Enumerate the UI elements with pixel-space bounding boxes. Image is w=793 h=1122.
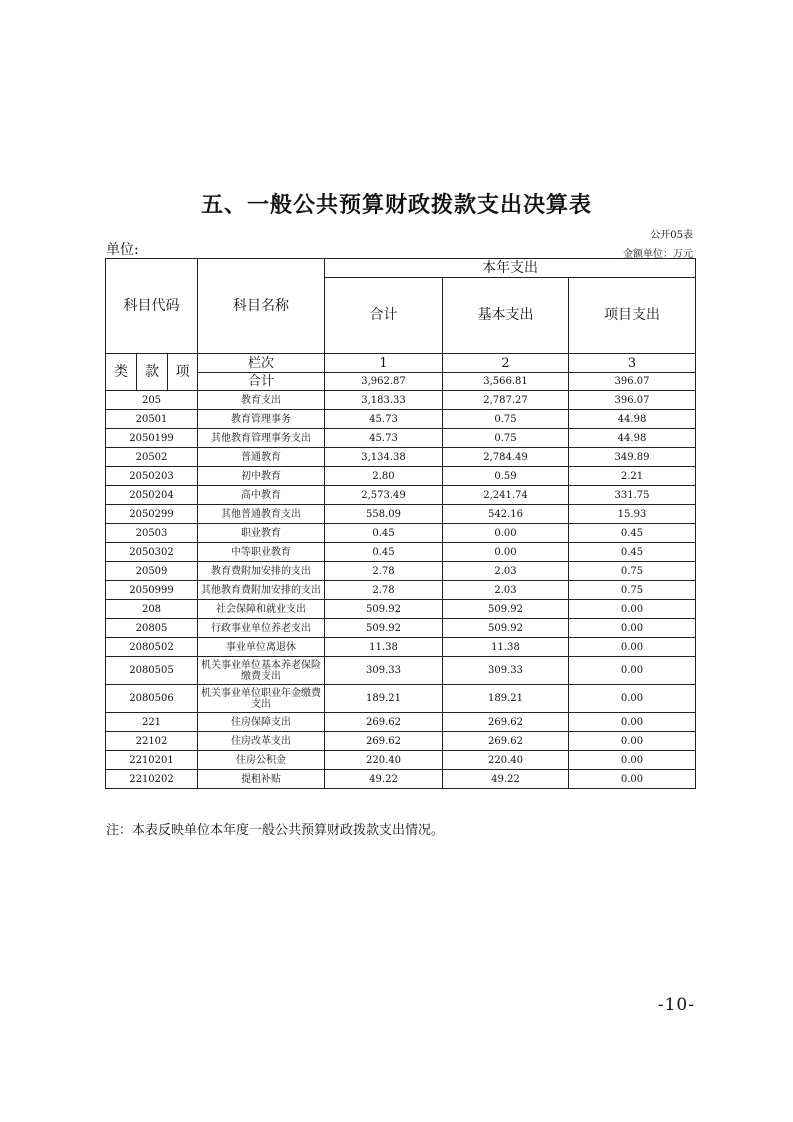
form-number: 公开05表 [650, 230, 693, 241]
row-basic: 2,787.27 [443, 391, 569, 410]
row-name: 住房公积金 [198, 751, 325, 770]
row-basic: 11.38 [443, 638, 569, 657]
row-name: 职业教育 [198, 524, 325, 543]
row-total: 2.80 [325, 467, 443, 486]
row-project: 15.93 [569, 505, 696, 524]
row-basic: 0.00 [443, 524, 569, 543]
table-row [106, 770, 696, 789]
row-project: 44.98 [569, 429, 696, 448]
row-code: 2050203 [106, 467, 198, 486]
row-total: 509.92 [325, 600, 443, 619]
row-project: 0.00 [569, 657, 696, 685]
header-lanci: 栏次 [198, 354, 325, 373]
row-code: 2210202 [106, 770, 198, 789]
row-code: 208 [106, 600, 198, 619]
expenditure-table [105, 258, 696, 789]
row-project: 0.45 [569, 524, 696, 543]
row-basic: 509.92 [443, 619, 569, 638]
row-total: 2,573.49 [325, 486, 443, 505]
row-project: 0.00 [569, 770, 696, 789]
row-code: 20805 [106, 619, 198, 638]
table-row [106, 732, 696, 751]
table-row [106, 638, 696, 657]
row-code: 2050299 [106, 505, 198, 524]
table-row [106, 448, 696, 467]
page-number: -10- [657, 995, 695, 1015]
row-total: 189.21 [325, 685, 443, 713]
unit-label: 单位: [106, 242, 139, 258]
row-total: 3,183.33 [325, 391, 443, 410]
row-basic: 0.00 [443, 543, 569, 562]
row-basic: 2,784.49 [443, 448, 569, 467]
row-name: 事业单位离退休 [198, 638, 325, 657]
row-total: 558.09 [325, 505, 443, 524]
row-total: 269.62 [325, 732, 443, 751]
row-code: 2080502 [106, 638, 198, 657]
row-basic: 220.40 [443, 751, 569, 770]
total-row-total: 3,962.87 [325, 373, 443, 391]
row-code: 20509 [106, 562, 198, 581]
row-name: 住房改革支出 [198, 732, 325, 751]
row-name: 社会保障和就业支出 [198, 600, 325, 619]
table-row [106, 467, 696, 486]
row-total: 509.92 [325, 619, 443, 638]
row-basic: 0.75 [443, 429, 569, 448]
row-project: 331.75 [569, 486, 696, 505]
row-total: 309.33 [325, 657, 443, 685]
row-project: 0.00 [569, 685, 696, 713]
row-total: 269.62 [325, 713, 443, 732]
table-row [106, 581, 696, 600]
row-project: 0.00 [569, 713, 696, 732]
row-total: 49.22 [325, 770, 443, 789]
row-code: 221 [106, 713, 198, 732]
row-total: 11.38 [325, 638, 443, 657]
table-row [106, 600, 696, 619]
total-row-label: 合计 [198, 373, 325, 391]
row-name: 提租补贴 [198, 770, 325, 789]
amount-unit: 金额单位：万元 [623, 249, 693, 260]
row-project: 396.07 [569, 391, 696, 410]
row-name: 初中教育 [198, 467, 325, 486]
row-code: 20503 [106, 524, 198, 543]
row-total: 0.45 [325, 524, 443, 543]
row-code: 2210201 [106, 751, 198, 770]
row-name: 住房保障支出 [198, 713, 325, 732]
table-row [106, 410, 696, 429]
row-name: 普通教育 [198, 448, 325, 467]
page-title: 五、一般公共预算财政拨款支出决算表 [200, 193, 592, 218]
header-total: 合计 [325, 278, 443, 354]
row-total: 3,134.38 [325, 448, 443, 467]
table-row [106, 713, 696, 732]
table-row [106, 486, 696, 505]
row-total: 45.73 [325, 410, 443, 429]
row-project: 2.21 [569, 467, 696, 486]
row-code: 2050999 [106, 581, 198, 600]
header-basic: 基本支出 [443, 278, 569, 354]
row-basic: 269.62 [443, 713, 569, 732]
row-basic: 269.62 [443, 732, 569, 751]
header-col1: 1 [325, 354, 443, 373]
header-kuan: 款 [137, 354, 168, 391]
row-code: 2050302 [106, 543, 198, 562]
table-row [106, 657, 696, 685]
row-total: 2.78 [325, 562, 443, 581]
table-row [106, 429, 696, 448]
row-project: 0.00 [569, 619, 696, 638]
row-code: 20501 [106, 410, 198, 429]
row-project: 0.00 [569, 638, 696, 657]
row-basic: 49.22 [443, 770, 569, 789]
row-basic: 0.75 [443, 410, 569, 429]
row-project: 0.00 [569, 732, 696, 751]
table-row [106, 562, 696, 581]
total-row-project: 396.07 [569, 373, 696, 391]
row-name: 机关事业单位职业年金缴费支出 [198, 685, 325, 713]
row-basic: 542.16 [443, 505, 569, 524]
row-basic: 509.92 [443, 600, 569, 619]
header-xiang: 项 [168, 354, 198, 391]
row-name: 教育费附加安排的支出 [198, 562, 325, 581]
row-code: 2080506 [106, 685, 198, 713]
row-code: 2080505 [106, 657, 198, 685]
header-col2: 2 [443, 354, 569, 373]
row-basic: 2.03 [443, 581, 569, 600]
row-project: 0.00 [569, 600, 696, 619]
header-code: 科目代码 [106, 259, 198, 354]
row-name: 行政事业单位养老支出 [198, 619, 325, 638]
row-basic: 0.59 [443, 467, 569, 486]
row-code: 2050199 [106, 429, 198, 448]
header-name: 科目名称 [198, 259, 325, 354]
row-total: 45.73 [325, 429, 443, 448]
header-col3: 3 [569, 354, 696, 373]
header-group: 本年支出 [325, 259, 696, 278]
table-row [106, 751, 696, 770]
total-row-basic: 3,566.81 [443, 373, 569, 391]
row-name: 其他教育管理事务支出 [198, 429, 325, 448]
footnote: 注：本表反映单位本年度一般公共预算财政拨款支出情况。 [106, 823, 445, 838]
row-name: 高中教育 [198, 486, 325, 505]
row-name: 其他教育费附加安排的支出 [198, 581, 325, 600]
row-name: 教育支出 [198, 391, 325, 410]
row-name: 其他普通教育支出 [198, 505, 325, 524]
row-project: 0.75 [569, 581, 696, 600]
header-lei: 类 [106, 354, 137, 391]
row-basic: 2,241.74 [443, 486, 569, 505]
row-basic: 309.33 [443, 657, 569, 685]
row-code: 22102 [106, 732, 198, 751]
table-row [106, 391, 696, 410]
row-name: 中等职业教育 [198, 543, 325, 562]
row-basic: 2.03 [443, 562, 569, 581]
row-project: 0.00 [569, 751, 696, 770]
table-row [106, 619, 696, 638]
table-row [106, 685, 696, 713]
row-project: 349.89 [569, 448, 696, 467]
header-project: 项目支出 [569, 278, 696, 354]
row-total: 220.40 [325, 751, 443, 770]
table-row [106, 543, 696, 562]
row-project: 0.75 [569, 562, 696, 581]
row-project: 44.98 [569, 410, 696, 429]
table-row [106, 505, 696, 524]
table-row [106, 524, 696, 543]
row-code: 2050204 [106, 486, 198, 505]
row-code: 20502 [106, 448, 198, 467]
row-total: 2.78 [325, 581, 443, 600]
row-name: 教育管理事务 [198, 410, 325, 429]
row-basic: 189.21 [443, 685, 569, 713]
row-total: 0.45 [325, 543, 443, 562]
row-name: 机关事业单位基本养老保险缴费支出 [198, 657, 325, 685]
row-code: 205 [106, 391, 198, 410]
row-project: 0.45 [569, 543, 696, 562]
